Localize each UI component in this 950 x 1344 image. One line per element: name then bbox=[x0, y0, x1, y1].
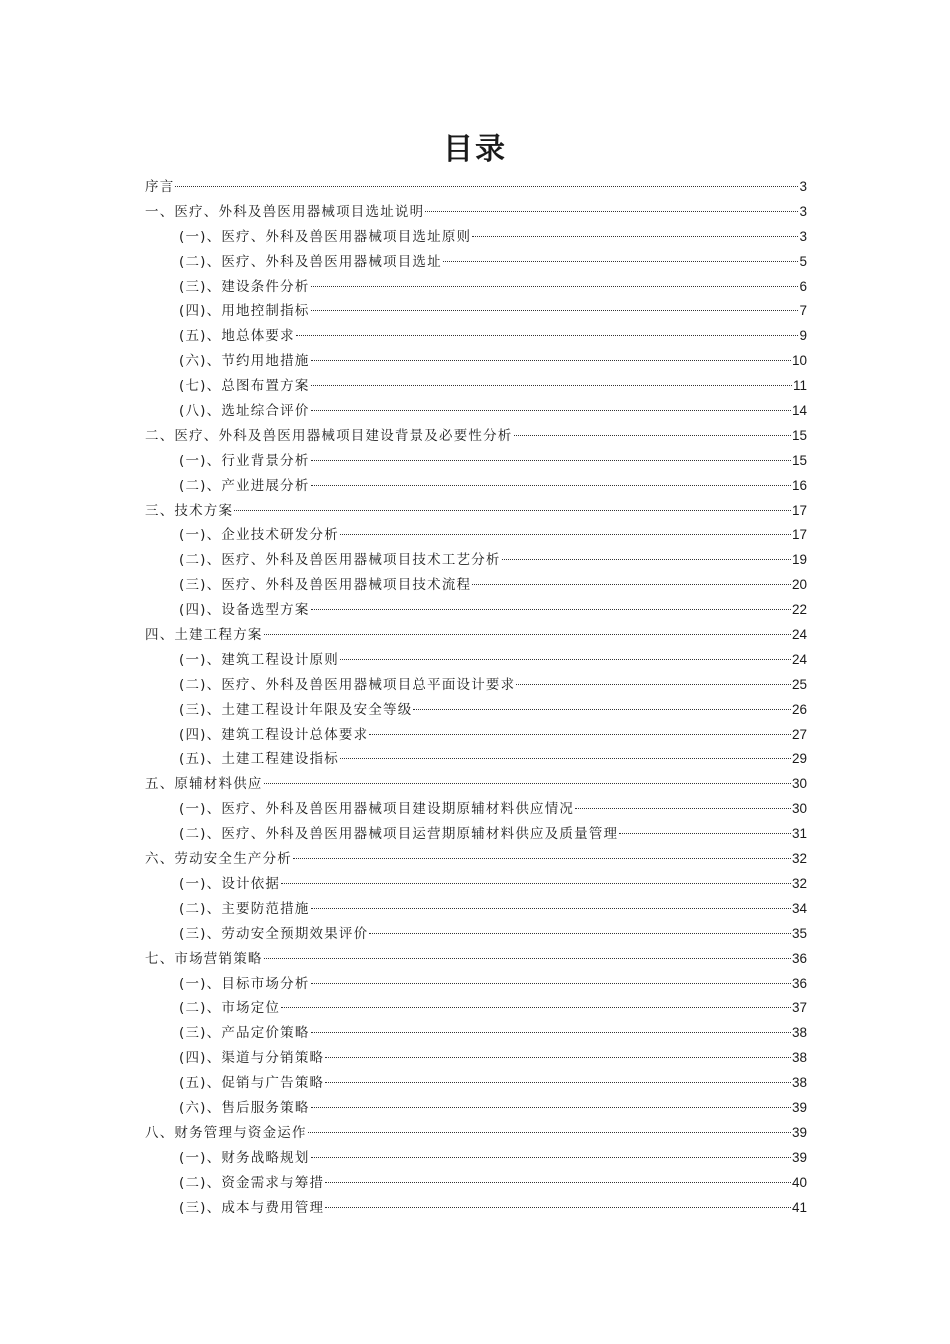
toc-page-number: 15 bbox=[791, 427, 807, 443]
toc-entry-label: (四)、用地控制指标 bbox=[179, 303, 310, 320]
toc-page-number: 14 bbox=[791, 403, 807, 419]
toc-section-entry[interactable] bbox=[145, 648, 807, 673]
toc-page-number: 15 bbox=[791, 452, 807, 468]
toc-section-entry[interactable] bbox=[145, 474, 807, 499]
toc-section-entry[interactable] bbox=[145, 548, 807, 573]
toc-section-entry[interactable] bbox=[145, 374, 807, 399]
toc-dot-leader bbox=[311, 485, 791, 486]
toc-page-number: 35 bbox=[791, 925, 807, 941]
toc-section-entry[interactable] bbox=[145, 1096, 807, 1121]
toc-section-entry[interactable] bbox=[145, 747, 807, 772]
toc-dot-leader bbox=[293, 858, 791, 859]
toc-dot-leader bbox=[264, 634, 791, 635]
toc-dot-leader bbox=[311, 310, 799, 311]
toc-entry-label: (二)、医疗、外科及兽医用器械项目总平面设计要求 bbox=[179, 676, 516, 693]
toc-page-number: 34 bbox=[791, 900, 807, 916]
toc-dot-leader bbox=[340, 534, 791, 535]
toc-page-number: 22 bbox=[791, 602, 807, 618]
toc-dot-leader bbox=[340, 659, 791, 660]
toc-dot-leader bbox=[296, 335, 799, 336]
toc-page-number: 25 bbox=[791, 676, 807, 692]
toc-page-number: 11 bbox=[792, 378, 807, 394]
toc-dot-leader bbox=[413, 709, 791, 710]
toc-page-number: 41 bbox=[791, 1199, 807, 1215]
toc-page-number: 29 bbox=[791, 751, 807, 767]
toc-page-number: 5 bbox=[799, 253, 807, 269]
toc-section-entry[interactable] bbox=[145, 897, 807, 922]
toc-entry-label: (五)、土建工程建设指标 bbox=[179, 751, 339, 768]
toc-dot-leader bbox=[281, 883, 791, 884]
toc-dot-leader bbox=[311, 908, 791, 909]
toc-entry-label: (五)、地总体要求 bbox=[179, 328, 295, 345]
toc-page-number: 39 bbox=[791, 1099, 807, 1115]
toc-section-entry[interactable] bbox=[145, 972, 807, 997]
toc-entry-label: (一)、目标市场分析 bbox=[179, 975, 310, 992]
toc-dot-leader bbox=[308, 1132, 791, 1133]
toc-dot-leader bbox=[311, 286, 799, 287]
toc-entry-label: (八)、选址综合评价 bbox=[179, 403, 310, 420]
toc-section-entry[interactable] bbox=[145, 573, 807, 598]
toc-dot-leader bbox=[325, 1207, 791, 1208]
toc-entry-label: (三)、医疗、外科及兽医用器械项目技术流程 bbox=[179, 577, 472, 594]
toc-entry-label: (二)、资金需求与筹措 bbox=[179, 1174, 325, 1191]
toc-entry-label: 三、技术方案 bbox=[145, 502, 234, 519]
toc-section-entry[interactable] bbox=[145, 797, 807, 822]
toc-entry-label: (五)、促销与广告策略 bbox=[179, 1075, 325, 1092]
toc-dot-leader bbox=[325, 1057, 791, 1058]
toc-dot-leader bbox=[311, 1032, 791, 1033]
toc-page-number: 39 bbox=[791, 1124, 807, 1140]
toc-dot-leader bbox=[311, 609, 791, 610]
toc-page-number: 36 bbox=[791, 950, 807, 966]
toc-entry-label: (一)、设计依据 bbox=[179, 875, 281, 892]
toc-section-entry[interactable] bbox=[145, 349, 807, 374]
toc-page-number: 37 bbox=[791, 1000, 807, 1016]
toc-page-number: 26 bbox=[791, 701, 807, 717]
toc-entry-label: (一)、行业背景分析 bbox=[179, 452, 310, 469]
toc-dot-leader bbox=[264, 783, 791, 784]
toc-dot-leader bbox=[516, 684, 791, 685]
toc-dot-leader bbox=[502, 559, 791, 560]
toc-entry-label: (三)、土建工程设计年限及安全等级 bbox=[179, 701, 413, 718]
toc-entry-label: (二)、市场定位 bbox=[179, 1000, 281, 1017]
toc-entry-label: 五、原辅材料供应 bbox=[145, 776, 263, 793]
toc-page-number: 19 bbox=[791, 552, 807, 568]
toc-section-entry[interactable] bbox=[145, 225, 807, 250]
toc-entry-label: (一)、医疗、外科及兽医用器械项目建设期原辅材料供应情况 bbox=[179, 801, 575, 818]
toc-dot-leader bbox=[311, 1107, 791, 1108]
toc-section-entry[interactable] bbox=[145, 275, 807, 300]
toc-entry-label: (一)、财务战略规划 bbox=[179, 1149, 310, 1166]
toc-dot-leader bbox=[472, 584, 791, 585]
toc-dot-leader bbox=[311, 360, 791, 361]
toc-dot-leader bbox=[281, 1007, 791, 1008]
toc-section-entry[interactable] bbox=[145, 399, 807, 424]
toc-dot-leader bbox=[311, 1157, 791, 1158]
toc-dot-leader bbox=[325, 1182, 791, 1183]
toc-entry-label: 六、劳动安全生产分析 bbox=[145, 851, 292, 868]
toc-page-number: 24 bbox=[791, 627, 807, 643]
toc-entry-label: (六)、节约用地措施 bbox=[179, 353, 310, 370]
toc-entry-label: (四)、渠道与分销策略 bbox=[179, 1050, 325, 1067]
toc-chapter-entry[interactable] bbox=[145, 200, 807, 225]
toc-page-number: 32 bbox=[791, 851, 807, 867]
toc-entry-label: (三)、建设条件分析 bbox=[179, 278, 310, 295]
toc-page-number: 36 bbox=[791, 975, 807, 991]
toc-entry-label: (四)、设备选型方案 bbox=[179, 602, 310, 619]
toc-section-entry[interactable] bbox=[145, 1196, 807, 1221]
toc-dot-leader bbox=[340, 758, 791, 759]
toc-page-number: 38 bbox=[791, 1075, 807, 1091]
toc-entry-label: (一)、医疗、外科及兽医用器械项目选址原则 bbox=[179, 228, 472, 245]
toc-dot-leader bbox=[575, 808, 791, 809]
toc-page-number: 38 bbox=[791, 1050, 807, 1066]
toc-page-number: 7 bbox=[799, 303, 807, 319]
toc-entry-label: (四)、建筑工程设计总体要求 bbox=[179, 726, 369, 743]
toc-chapter-entry[interactable] bbox=[145, 772, 807, 797]
toc-section-entry[interactable] bbox=[145, 1071, 807, 1096]
toc-entry-label: 一、医疗、外科及兽医用器械项目选址说明 bbox=[145, 203, 425, 220]
toc-entry-label: (三)、劳动安全预期效果评价 bbox=[179, 925, 369, 942]
toc-section-entry[interactable] bbox=[145, 250, 807, 275]
toc-entry-label: 四、土建工程方案 bbox=[145, 627, 263, 644]
toc-entry-label: 八、财务管理与资金运作 bbox=[145, 1124, 307, 1141]
toc-dot-leader bbox=[311, 410, 791, 411]
toc-page-number: 40 bbox=[791, 1174, 807, 1190]
toc-page-number: 30 bbox=[791, 776, 807, 792]
toc-title: 目录 bbox=[443, 132, 507, 167]
toc-page-number: 9 bbox=[799, 328, 807, 344]
toc-section-entry[interactable] bbox=[145, 698, 807, 723]
toc-entry-label: (二)、产业进展分析 bbox=[179, 477, 310, 494]
toc-entry-label: (二)、医疗、外科及兽医用器械项目选址 bbox=[179, 253, 442, 270]
toc-dot-leader bbox=[369, 734, 791, 735]
toc-entry-label: (二)、主要防范措施 bbox=[179, 900, 310, 917]
toc-chapter-entry[interactable] bbox=[145, 1121, 807, 1146]
toc-dot-leader bbox=[514, 435, 791, 436]
toc-section-entry[interactable] bbox=[145, 449, 807, 474]
toc-section-entry[interactable] bbox=[145, 922, 807, 947]
toc-entry-label: (七)、总图布置方案 bbox=[179, 378, 310, 395]
toc-entry-label: 七、市场营销策略 bbox=[145, 950, 263, 967]
toc-section-entry[interactable] bbox=[145, 299, 807, 324]
toc-page-number: 17 bbox=[791, 527, 807, 543]
toc-section-entry[interactable] bbox=[145, 822, 807, 847]
toc-section-entry[interactable] bbox=[145, 673, 807, 698]
toc-page-number: 30 bbox=[791, 801, 807, 817]
toc-chapter-entry[interactable] bbox=[145, 623, 807, 648]
toc-dot-leader bbox=[425, 211, 798, 212]
toc-section-entry[interactable] bbox=[145, 523, 807, 548]
toc-section-entry[interactable] bbox=[145, 1146, 807, 1171]
toc-section-entry[interactable] bbox=[145, 598, 807, 623]
toc-chapter-entry[interactable] bbox=[145, 947, 807, 972]
toc-dot-leader bbox=[264, 958, 791, 959]
toc-entry-label: 二、医疗、外科及兽医用器械项目建设背景及必要性分析 bbox=[145, 427, 513, 444]
toc-entry-label: (二)、医疗、外科及兽医用器械项目运营期原辅材料供应及质量管理 bbox=[179, 826, 619, 843]
toc-page-number: 16 bbox=[791, 477, 807, 493]
toc-section-entry[interactable] bbox=[145, 1171, 807, 1196]
toc-chapter-entry[interactable] bbox=[145, 175, 807, 200]
toc-chapter-entry[interactable] bbox=[145, 424, 807, 449]
toc-dot-leader bbox=[311, 983, 791, 984]
toc-entry-label: 序言 bbox=[145, 179, 175, 195]
toc-dot-leader bbox=[472, 236, 798, 237]
toc-chapter-entry[interactable] bbox=[145, 847, 807, 872]
toc-page-number: 38 bbox=[791, 1025, 807, 1041]
toc-dot-leader bbox=[234, 510, 791, 511]
toc-page-number: 27 bbox=[791, 726, 807, 742]
toc-page-number: 3 bbox=[799, 203, 807, 219]
toc-page-number: 24 bbox=[791, 651, 807, 667]
toc-page-number: 32 bbox=[791, 875, 807, 891]
toc-section-entry[interactable] bbox=[145, 1046, 807, 1071]
toc-page-number: 31 bbox=[791, 826, 807, 842]
toc-dot-leader bbox=[325, 1082, 791, 1083]
toc-dot-leader bbox=[369, 933, 791, 934]
toc-dot-leader bbox=[443, 261, 799, 262]
toc-section-entry[interactable] bbox=[145, 723, 807, 748]
toc-section-entry[interactable] bbox=[145, 872, 807, 897]
toc-page-number: 3 bbox=[799, 228, 807, 244]
toc-dot-leader bbox=[311, 385, 792, 386]
toc-page-number: 3 bbox=[799, 179, 807, 194]
toc-entry-label: (一)、建筑工程设计原则 bbox=[179, 651, 339, 668]
toc-dot-leader bbox=[619, 833, 791, 834]
toc-section-entry[interactable] bbox=[145, 996, 807, 1021]
toc-page-number: 10 bbox=[791, 353, 807, 369]
toc-page-number: 39 bbox=[791, 1149, 807, 1165]
toc-page-number: 6 bbox=[799, 278, 807, 294]
toc-dot-leader bbox=[175, 186, 798, 187]
toc-entry-label: (三)、产品定价策略 bbox=[179, 1025, 310, 1042]
toc-entry-label: (一)、企业技术研发分析 bbox=[179, 527, 339, 544]
table-of-contents bbox=[145, 175, 807, 1220]
toc-entry-label: (六)、售后服务策略 bbox=[179, 1099, 310, 1116]
toc-entry-label: (三)、成本与费用管理 bbox=[179, 1199, 325, 1216]
toc-entry-label: (二)、医疗、外科及兽医用器械项目技术工艺分析 bbox=[179, 552, 501, 569]
toc-dot-leader bbox=[311, 460, 791, 461]
toc-chapter-entry[interactable] bbox=[145, 499, 807, 524]
toc-page-number: 17 bbox=[791, 502, 807, 518]
toc-section-entry[interactable] bbox=[145, 1021, 807, 1046]
toc-page-number: 20 bbox=[791, 577, 807, 593]
toc-section-entry[interactable] bbox=[145, 324, 807, 349]
